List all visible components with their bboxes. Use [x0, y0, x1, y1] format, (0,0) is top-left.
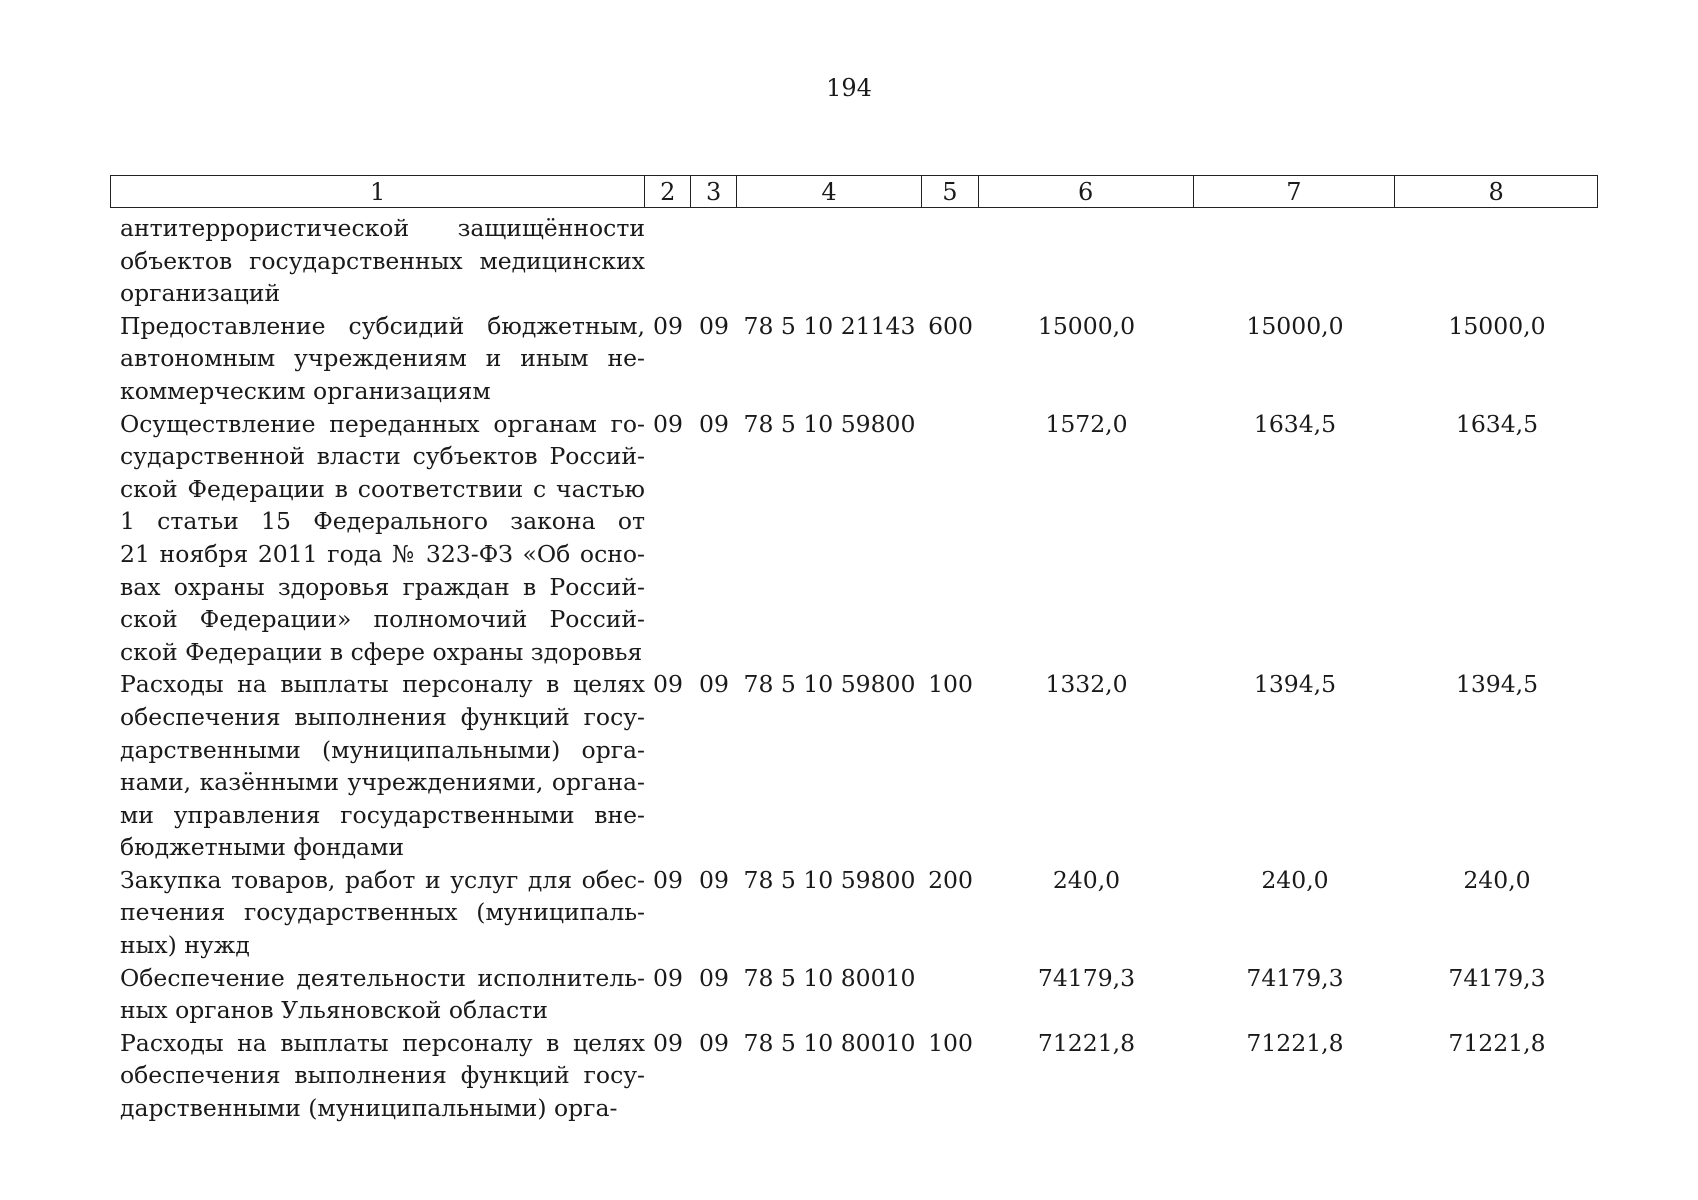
- description-line: антитеррористической защищённости: [120, 214, 645, 242]
- header-col-4: 4: [737, 176, 922, 207]
- description-line: Расходы на выплаты персоналу в целях: [120, 1028, 645, 1057]
- cell-col-5: 200: [928, 865, 973, 894]
- header-col-8: 8: [1488, 177, 1504, 206]
- row-description: [110, 668, 645, 864]
- row-description: [110, 212, 645, 310]
- cell-col-3: 09: [699, 1028, 729, 1057]
- table-row: [110, 864, 1598, 962]
- row-description: [110, 310, 645, 408]
- row-description: [110, 864, 645, 962]
- table-row: [110, 310, 1598, 408]
- description-line: объектов государственных медицинских: [120, 246, 645, 275]
- cell-col-7: 1634,5: [1253, 409, 1337, 438]
- description-line: обеспечения выполнения функций госу-: [120, 702, 645, 731]
- header-col-1: 1: [111, 176, 645, 207]
- cell-col-6: 1572,0: [1045, 409, 1128, 438]
- page-number: 194: [826, 74, 872, 102]
- cell-col-3: 09: [699, 409, 729, 438]
- description-line: дарственными (муниципальными) орга-: [120, 1094, 618, 1123]
- cell-col-6: 1332,0: [1045, 670, 1128, 699]
- table-row: [110, 1027, 1598, 1125]
- cell-col-7: 15000,0: [1246, 311, 1344, 340]
- cell-col-2: 09: [653, 311, 683, 340]
- cell-col-5: 600: [928, 311, 973, 340]
- cell-col-4: 78 5 10 21143: [743, 311, 916, 340]
- table-row: [110, 962, 1598, 1027]
- cell-col-2: 09: [653, 963, 683, 992]
- table-header-row: [110, 175, 1598, 208]
- cell-col-4: 78 5 10 59800: [743, 670, 916, 699]
- description-line: сударственной власти субъектов Россий-: [120, 442, 645, 471]
- cell-col-2: 09: [653, 865, 683, 894]
- cell-col-6: 71221,8: [1037, 1028, 1136, 1057]
- description-line: 21 ноября 2011 года № 323-ФЗ «Об осно-: [120, 539, 645, 568]
- table-row: [110, 408, 1598, 669]
- header-col-3: 3: [691, 176, 737, 207]
- cell-col-7: 71221,8: [1246, 1028, 1344, 1057]
- header-col-2: 2: [645, 176, 691, 207]
- header-col-7: 7: [1194, 176, 1396, 207]
- table-row: [110, 212, 1598, 310]
- cell-col-8: 71221,8: [1448, 1028, 1546, 1057]
- cell-col-2: 09: [653, 670, 683, 699]
- budget-table: [110, 175, 1598, 1125]
- description-line: Закупка товаров, работ и услуг для обес-: [120, 865, 645, 894]
- cell-col-3: 09: [699, 963, 729, 992]
- cell-col-8: 1634,5: [1455, 409, 1539, 438]
- description-line: печения государственных (муниципаль-: [120, 898, 645, 927]
- row-description: [110, 962, 645, 1027]
- description-line: обеспечения выполнения функций госу-: [120, 1061, 645, 1090]
- cell-col-2: 09: [653, 1028, 683, 1057]
- description-line: ных органов Ульяновской области: [120, 996, 548, 1025]
- description-line: ской Федерации в соответствии с частью: [120, 474, 645, 503]
- header-col-5: 5: [922, 176, 979, 207]
- row-description: [110, 408, 645, 669]
- cell-col-7: 240,0: [1261, 865, 1329, 894]
- description-line: дарственными (муниципальными) орга-: [120, 735, 645, 764]
- description-line: организаций: [120, 279, 281, 308]
- cell-col-6: 15000,0: [1037, 311, 1136, 340]
- description-line: коммерческим организациям: [120, 376, 491, 405]
- row-description: [110, 1027, 645, 1125]
- description-line: вах охраны здоровья граждан в Россий-: [120, 572, 645, 601]
- cell-col-8: 1394,5: [1455, 670, 1539, 699]
- description-line: бюджетными фондами: [120, 833, 405, 862]
- table-body: [110, 208, 1598, 1125]
- cell-col-8: 15000,0: [1448, 311, 1546, 340]
- cell-col-4: 78 5 10 80010: [743, 963, 916, 992]
- description-line: нами, казёнными учреждениями, органа-: [120, 768, 645, 797]
- cell-col-4: 78 5 10 59800: [743, 409, 916, 438]
- cell-col-5: 100: [928, 670, 973, 699]
- cell-col-8: 74179,3: [1448, 963, 1546, 992]
- cell-col-4: 78 5 10 59800: [743, 865, 916, 894]
- table-row: [110, 668, 1598, 864]
- cell-col-4: 78 5 10 80010: [743, 1028, 916, 1057]
- description-line: ской Федерации» полномочий Россий-: [120, 605, 645, 634]
- header-col-6: 6: [979, 176, 1194, 207]
- cell-col-3: 09: [699, 311, 729, 340]
- cell-col-3: 09: [699, 865, 729, 894]
- cell-col-5: 100: [928, 1028, 973, 1057]
- description-line: автономным учреждениям и иным не-: [120, 344, 645, 373]
- description-line: Осуществление переданных органам го-: [120, 409, 645, 438]
- description-line: Обеспечение деятельности исполнитель-: [120, 963, 645, 992]
- cell-col-3: 09: [699, 670, 729, 699]
- description-line: 1 статьи 15 Федерального закона от: [120, 507, 645, 536]
- cell-col-8: 240,0: [1463, 865, 1531, 894]
- cell-col-6: 240,0: [1052, 865, 1121, 894]
- cell-col-2: 09: [653, 409, 683, 438]
- cell-col-7: 1394,5: [1253, 670, 1337, 699]
- cell-col-6: 74179,3: [1037, 963, 1136, 992]
- description-line: ных) нужд: [120, 931, 250, 960]
- description-line: Расходы на выплаты персоналу в целях: [120, 670, 645, 699]
- cell-col-7: 74179,3: [1246, 963, 1344, 992]
- description-line: Предоставление субсидий бюджетным,: [120, 311, 645, 340]
- description-line: ми управления государственными вне-: [120, 800, 645, 829]
- description-line: ской Федерации в сфере охраны здоровья: [120, 637, 643, 666]
